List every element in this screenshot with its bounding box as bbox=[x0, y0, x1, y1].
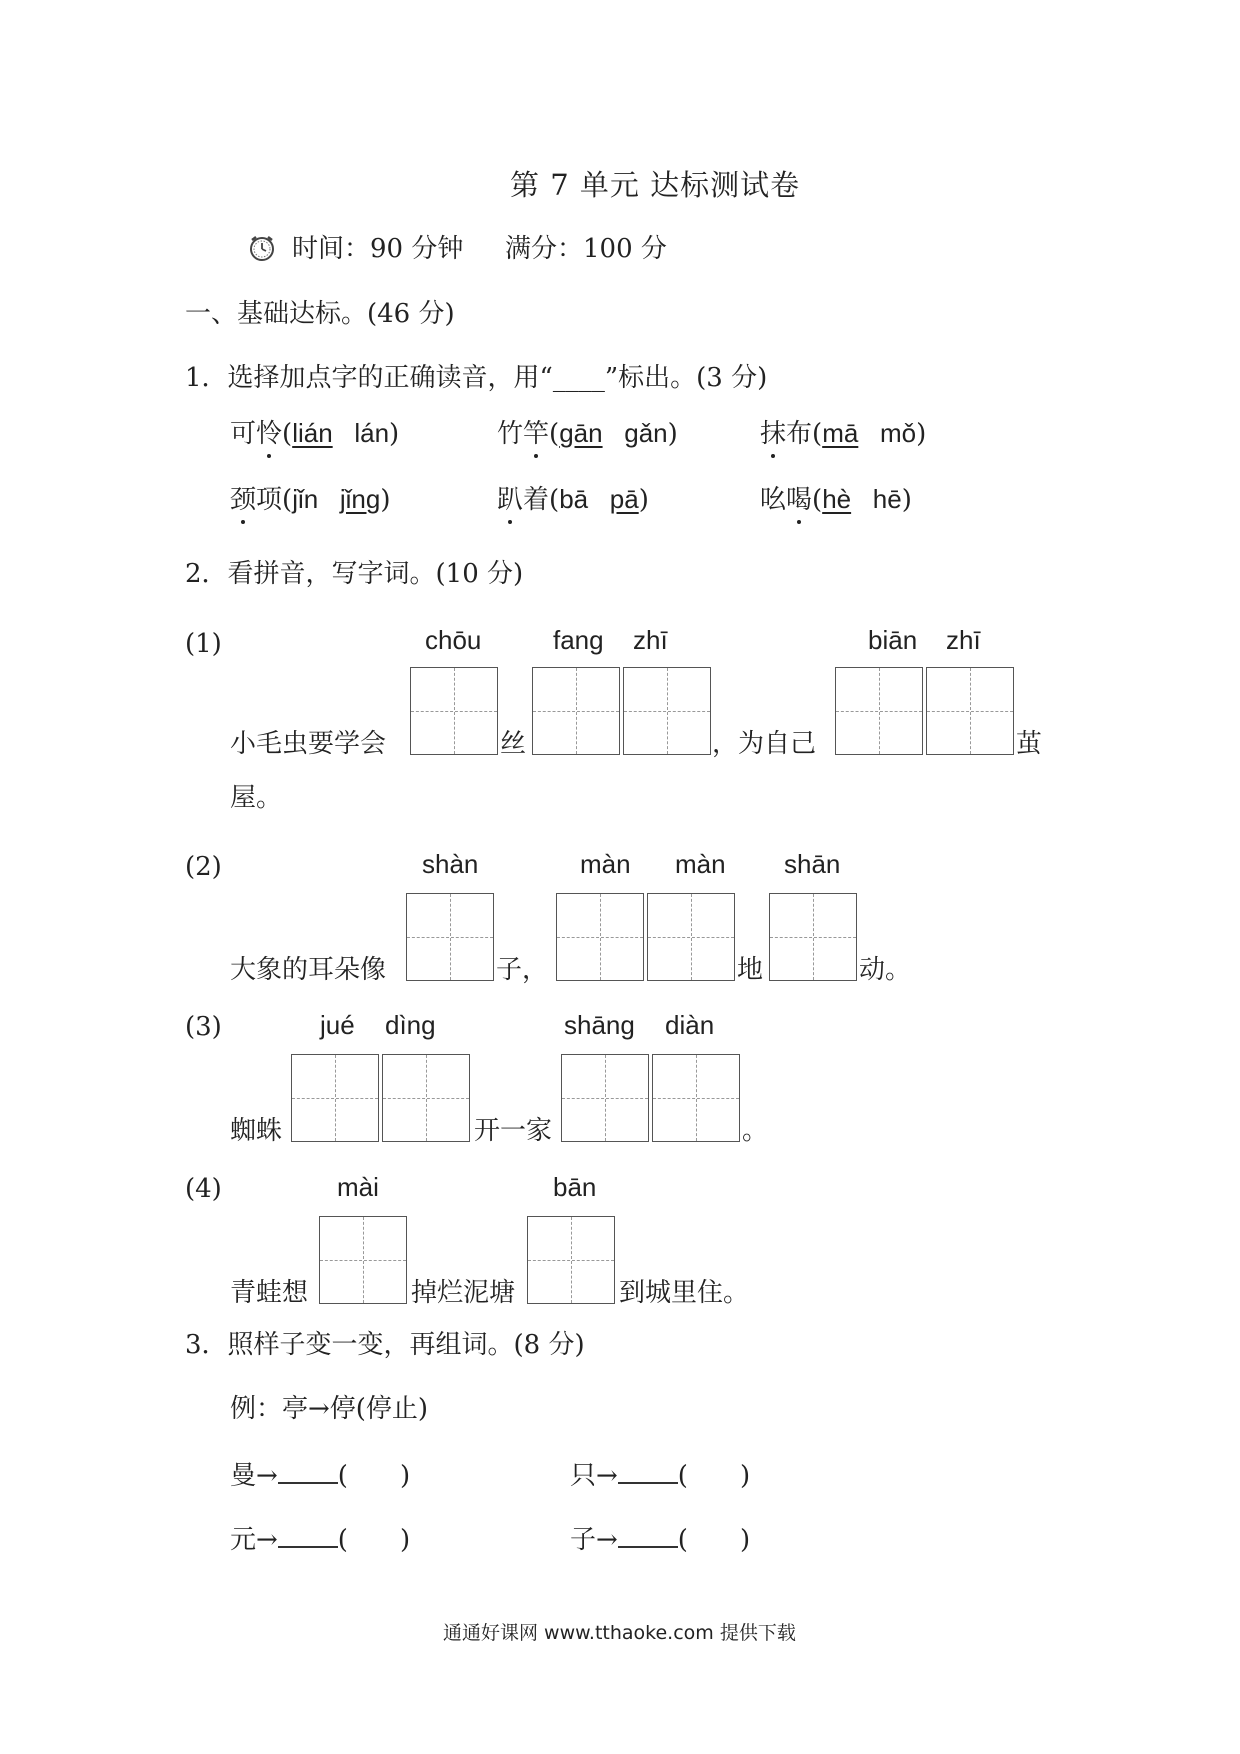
answer-blank[interactable] bbox=[278, 1460, 338, 1484]
question-2-prompt: 2．看拼音，写字词。(10 分) bbox=[185, 559, 524, 589]
sentence-text: ，为自己 bbox=[712, 729, 817, 759]
sentence-text: 。 bbox=[742, 1116, 769, 1146]
q3-item: 只→ ( ) bbox=[570, 1461, 751, 1491]
pinyin-label: shàn bbox=[422, 849, 479, 879]
writing-box[interactable] bbox=[527, 1216, 615, 1304]
writing-box[interactable] bbox=[623, 667, 711, 755]
q1-item: 抹布(mā mǒ) bbox=[760, 418, 927, 449]
item-number: (1) bbox=[185, 629, 222, 659]
question-1-prompt: 1．选择加点字的正确读音，用“____”标出。(3 分) bbox=[185, 363, 768, 393]
sentence-text: 开一家 bbox=[474, 1116, 553, 1146]
sentence-text: 茧 bbox=[1016, 729, 1043, 759]
item-number: (4) bbox=[185, 1174, 222, 1204]
pinyin-label: zhī bbox=[633, 625, 668, 655]
sentence-text: 丝 bbox=[500, 729, 527, 759]
sentence-text: 到城里住。 bbox=[619, 1278, 750, 1308]
writing-box[interactable] bbox=[647, 893, 735, 981]
pinyin-label: fang bbox=[553, 625, 604, 655]
answer-blank[interactable] bbox=[618, 1460, 678, 1484]
sentence-text: 青蛙想 bbox=[230, 1278, 309, 1308]
sentence-text: 蜘蛛 bbox=[230, 1116, 283, 1146]
question-3-prompt: 3．照样子变一变，再组词。(8 分) bbox=[185, 1330, 585, 1360]
q1-item: 趴着(bā pā) bbox=[497, 484, 649, 515]
sentence-text: 子， bbox=[496, 955, 549, 985]
page-title: 第 7 单元 达标测试卷 bbox=[510, 168, 801, 202]
sentence-text: 掉烂泥塘 bbox=[411, 1278, 516, 1308]
sentence-text: 地 bbox=[737, 955, 764, 985]
sentence-text: 动。 bbox=[859, 955, 912, 985]
pinyin-label: shān bbox=[784, 849, 841, 879]
q1-item: 吆喝(hè hē) bbox=[760, 484, 912, 515]
pinyin-label: shāng bbox=[564, 1010, 635, 1040]
writing-box[interactable] bbox=[926, 667, 1014, 755]
sentence-text: 大象的耳朵像 bbox=[230, 955, 387, 985]
writing-box[interactable] bbox=[532, 667, 620, 755]
writing-box[interactable] bbox=[561, 1054, 649, 1142]
writing-box[interactable] bbox=[835, 667, 923, 755]
answer-blank[interactable] bbox=[618, 1524, 678, 1548]
pinyin-label: dìng bbox=[385, 1010, 436, 1040]
q1-item: 颈项(jǐn jǐng) bbox=[230, 484, 391, 515]
writing-box[interactable] bbox=[291, 1054, 379, 1142]
item-number: (3) bbox=[185, 1012, 222, 1042]
writing-box[interactable] bbox=[382, 1054, 470, 1142]
writing-box[interactable] bbox=[410, 667, 498, 755]
pinyin-label: màn bbox=[580, 849, 631, 879]
q3-item: 子→ ( ) bbox=[570, 1525, 751, 1555]
writing-box[interactable] bbox=[319, 1216, 407, 1304]
footer-text: 通通好课网 www.tthaoke.com 提供下载 bbox=[443, 1622, 796, 1644]
writing-box[interactable] bbox=[556, 893, 644, 981]
q1-item: 竹竿(gān gǎn) bbox=[497, 418, 678, 449]
q3-item: 元→ ( ) bbox=[230, 1525, 411, 1555]
q3-item: 曼→ ( ) bbox=[230, 1461, 411, 1491]
example-text: 例：亭→停(停止) bbox=[230, 1394, 429, 1424]
pinyin-label: zhī bbox=[946, 625, 981, 655]
sentence-text: 屋。 bbox=[230, 783, 283, 813]
writing-box[interactable] bbox=[652, 1054, 740, 1142]
pinyin-label: biān bbox=[868, 625, 918, 655]
pinyin-label: bān bbox=[553, 1172, 597, 1202]
time-label: 时间：90 分钟 bbox=[292, 234, 464, 264]
sentence-text: 小毛虫要学会 bbox=[230, 729, 387, 759]
writing-box[interactable] bbox=[406, 893, 494, 981]
q1-item: 可怜(lián lán) bbox=[230, 418, 400, 449]
answer-blank[interactable] bbox=[278, 1524, 338, 1548]
pinyin-label: màn bbox=[675, 849, 726, 879]
pinyin-label: diàn bbox=[665, 1010, 715, 1040]
score-label: 满分：100 分 bbox=[505, 234, 667, 264]
pinyin-label: mài bbox=[337, 1172, 379, 1202]
item-number: (2) bbox=[185, 852, 222, 882]
pinyin-label: jué bbox=[320, 1010, 355, 1040]
clock-icon bbox=[247, 233, 277, 263]
writing-box[interactable] bbox=[769, 893, 857, 981]
section-heading: 一、基础达标。(46 分) bbox=[185, 299, 455, 329]
pinyin-label: chōu bbox=[425, 625, 482, 655]
